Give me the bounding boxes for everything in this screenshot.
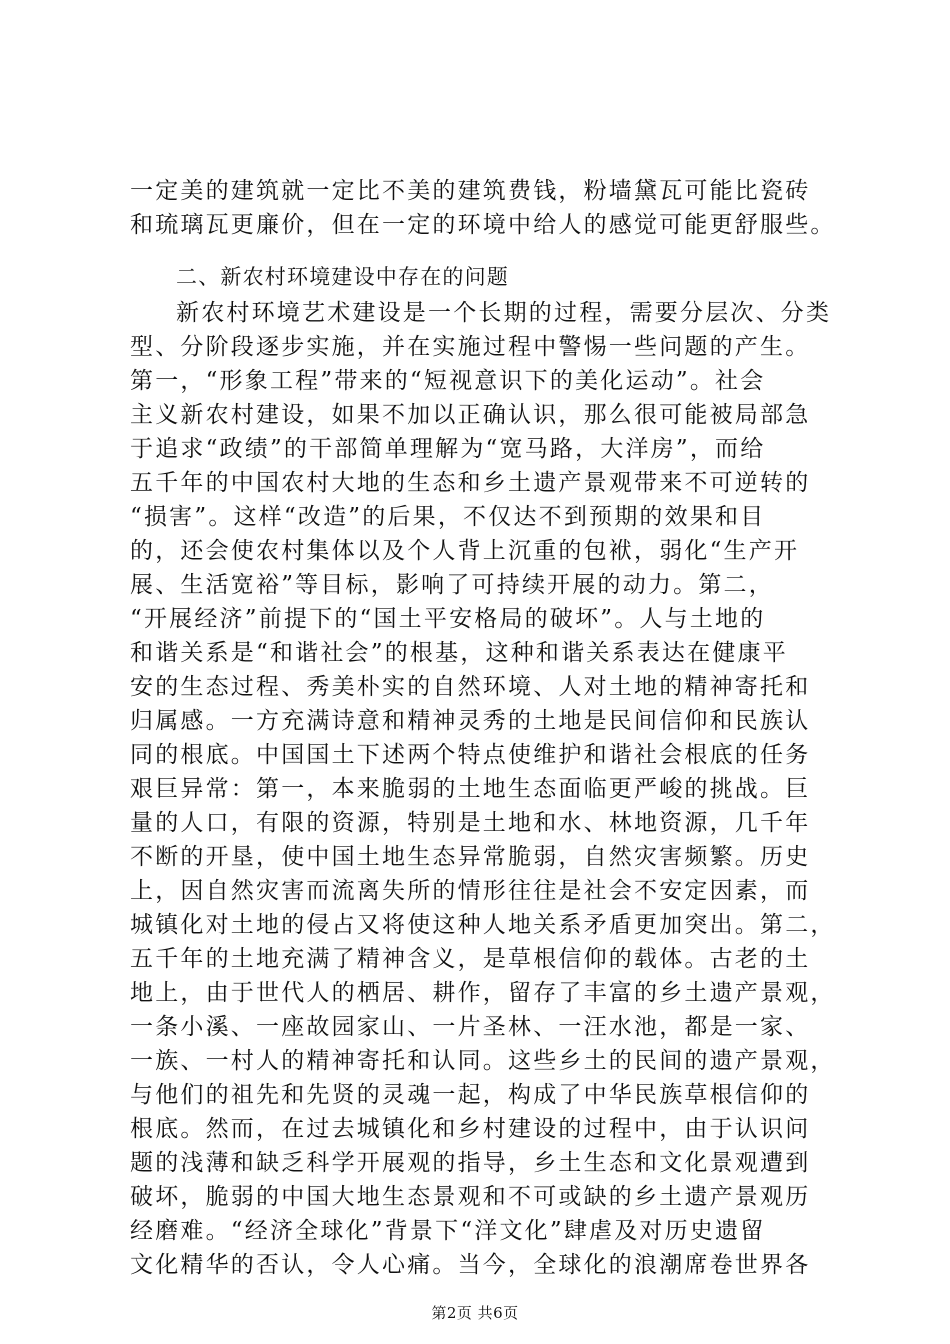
paragraph-line: 上，因自然灾害而流离失所的情形往往是社会不安定因素，而 <box>130 878 811 904</box>
paragraph-line: 量的人口，有限的资源，特别是土地和水、林地资源，几千年 <box>130 810 811 836</box>
page-footer: 第2页 共6页 <box>431 1304 519 1322</box>
paragraph-line: 与他们的祖先和先贤的灵魂一起，构成了中华民族草根信仰的 <box>130 1082 811 1108</box>
paragraph-line: 一定美的建筑就一定比不美的建筑费钱，粉墙黛瓦可能比瓷砖 <box>130 178 811 204</box>
paragraph-line: 城镇化对土地的侵占又将使这种人地关系矛盾更加突出。第二， <box>130 912 836 938</box>
paragraph-line: 艰巨异常：第一，本来脆弱的土地生态面临更严峻的挑战。巨 <box>130 776 811 802</box>
paragraph-line: 一族、一村人的精神寄托和认同。这些乡土的民间的遗产景观， <box>130 1048 836 1074</box>
paragraph-line: 归属感。一方充满诗意和精神灵秀的土地是民间信仰和民族认 <box>130 708 811 734</box>
paragraph-line: 型、分阶段逐步实施，并在实施过程中警惕一些问题的产生。 <box>130 334 811 360</box>
paragraph-line: 题的浅薄和缺乏科学开展观的指导，乡土生态和文化景观遭到 <box>130 1150 811 1176</box>
paragraph-line: 新农村环境艺术建设是一个长期的过程，需要分层次、分类 <box>176 300 832 326</box>
paragraph-line: 和谐关系是“和谐社会”的根基，这种和谐关系表达在健康平 <box>130 640 788 666</box>
paragraph-line: “开展经济”前提下的“国土平安格局的破坏”。人与土地的 <box>130 606 766 632</box>
section-heading: 二、新农村环境建设中存在的问题 <box>176 265 509 289</box>
paragraph-line: 一条小溪、一座故园家山、一片圣林、一汪水池，都是一家、 <box>130 1014 811 1040</box>
paragraph-line: 和琉璃瓦更廉价，但在一定的环境中给人的感觉可能更舒服些。 <box>130 212 836 238</box>
paragraph-line: 文化精华的否认，令人心痛。当今，全球化的浪潮席卷世界各 <box>130 1252 811 1278</box>
paragraph-line: “损害”。这样“改造”的后果，不仅达不到预期的效果和目 <box>130 504 766 530</box>
paragraph-line: 主义新农村建设，如果不加以正确认识，那么很可能被局部急 <box>130 402 811 428</box>
paragraph-line: 五千年的土地充满了精神含义，是草根信仰的载体。古老的土 <box>130 946 811 972</box>
paragraph-line: 经磨难。“经济全球化”背景下“洋文化”肆虐及对历史遗留 <box>130 1218 766 1244</box>
paragraph-line: 的，还会使农村集体以及个人背上沉重的包袱，弱化“生产开 <box>130 538 800 564</box>
paragraph-line: 安的生态过程、秀美朴实的自然环境、人对土地的精神寄托和 <box>130 674 811 700</box>
paragraph-line: 于追求“政绩”的干部简单理解为“宽马路，大洋房”，而给 <box>130 436 766 462</box>
paragraph-line: 地上，由于世代人的栖居、耕作，留存了丰富的乡土遗产景观， <box>130 980 836 1006</box>
paragraph-line: 根底。然而，在过去城镇化和乡村建设的过程中，由于认识问 <box>130 1116 811 1142</box>
paragraph-line: 破坏，脆弱的中国大地生态景观和不可或缺的乡土遗产景观历 <box>130 1184 811 1210</box>
paragraph-line: 不断的开垦，使中国土地生态异常脆弱，自然灾害频繁。历史 <box>130 844 811 870</box>
paragraph-line: 第一，“形象工程”带来的“短视意识下的美化运动”。社会 <box>130 368 766 394</box>
paragraph-line: 五千年的中国农村大地的生态和乡土遗产景观带来不可逆转的 <box>130 470 811 496</box>
paragraph-line: 展、生活宽裕”等目标，影响了可持续开展的动力。第二， <box>130 572 774 598</box>
paragraph-line: 同的根底。中国国土下述两个特点使维护和谐社会根底的任务 <box>130 742 811 768</box>
